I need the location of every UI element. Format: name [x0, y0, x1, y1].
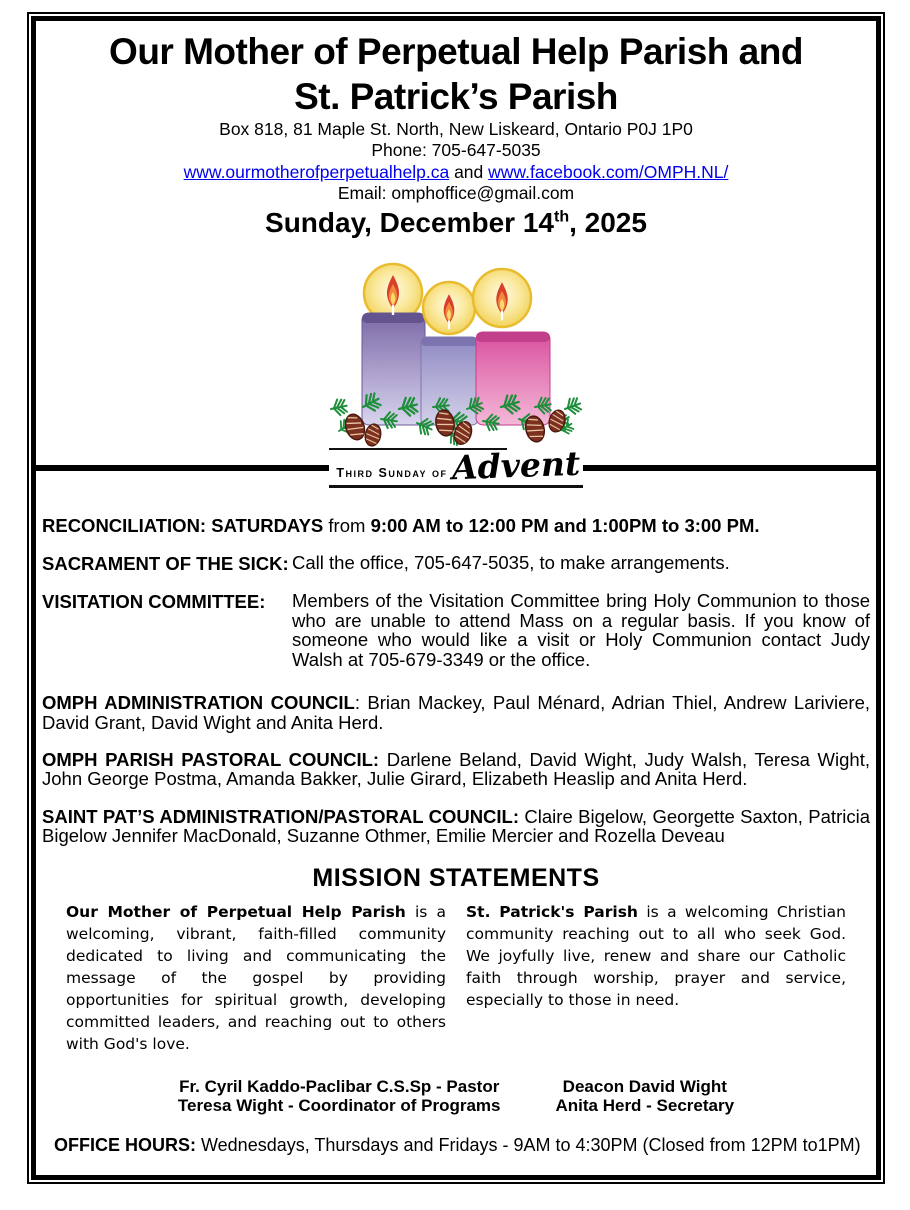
coordinator-line: Teresa Wight - Coordinator of Programs: [177, 1095, 501, 1115]
st-patricks-mission-statement: St. Patrick's Parish is a welcoming Christian community reaching out to all who seek God. We joyfully live, renew and share our Catholic faith through worship, prayer and service, especially to those in need.: [466, 902, 846, 1009]
header: [42, 21, 870, 239]
advent-wreath-image: [329, 249, 583, 490]
title-line-2: St. Patrick’s Parish: [294, 76, 618, 118]
page-title: [42, 29, 870, 119]
advent-section: [42, 249, 870, 493]
sacrament-notice: [42, 553, 870, 575]
pastor-line: Fr. Cyril Kaddo-Paclibar C.S.Sp - Pastor: [179, 1076, 500, 1096]
office-hours-text: Wednesdays, Thursdays and Fridays - 9AM to 4:30PM (Closed from 12PM to1PM): [196, 1134, 861, 1155]
mission-section: [42, 864, 870, 1055]
email-line: Email: omphoffice@gmail.com: [337, 183, 575, 204]
councils-section: [42, 693, 870, 846]
omph-mission-statement: Our Mother of Perpetual Help Parish is a welcoming, vibrant, faith-filled community dedicated to living and communicating the message of the gospel by providing opportunities for spiritual growth, developing committed leaders, and reaching out to others with God's love.: [66, 902, 446, 1053]
visitation-label: VISITATION COMMITTEE:: [42, 591, 266, 613]
caption-advent-script: Advent: [450, 444, 581, 488]
sacrament-text: Call the office, 705-647-5035, to make arrangements.: [292, 552, 730, 574]
visitation-notice: [42, 591, 870, 669]
deacon-line: Deacon David Wight: [562, 1076, 727, 1096]
page-border: [27, 12, 885, 1184]
bulletin-date: Sunday, December 14th, 2025: [265, 207, 647, 239]
secretary-line: Anita Herd - Secretary: [555, 1095, 735, 1115]
phone-line: Phone: 705-647-5035: [371, 139, 541, 160]
website-links: [42, 162, 870, 182]
saint-pats-council: SAINT PAT’S ADMINISTRATION/PASTORAL COUNCIL: Claire Bigelow, Georgette Saxton, Patricia Bigelow Jennifer MacDonald, Suzanne Othmer, Emilie Mercier and Rozella Deveau: [42, 805, 870, 847]
bulletin-page: [31, 16, 881, 1180]
staff-section: [42, 1077, 870, 1115]
facebook-link[interactable]: www.facebook.com/OMPH.NL/: [488, 161, 729, 182]
sacrament-label: SACRAMENT OF THE SICK:: [42, 553, 289, 575]
caption-third-sunday: Third Sunday of: [336, 466, 448, 481]
omph-administration-council: OMPH ADMINISTRATION COUNCIL: Brian Mackey, Paul Ménard, Adrian Thiel, Andrew Lariviere, David Grant, David Wight and Anita Herd.: [42, 692, 871, 733]
date-ordinal: th: [553, 209, 570, 227]
staff-right-column: [555, 1077, 734, 1115]
link-separator: and: [454, 161, 484, 182]
visitation-text: Members of the Visitation Committee bring Holy Communion to those who are unable to attend Mass on a regular basis. If you know of someone who would like a visit or Holy Communion contact Judy Walsh at 705-679-3349 or the office.: [292, 590, 870, 670]
reconciliation-notice: RECONCILIATION: SATURDAYS from 9:00 AM to 12:00 PM and 1:00PM to 3:00 PM.: [42, 515, 760, 537]
address-line: Box 818, 81 Maple St. North, New Liskeard, Ontario P0J 1P0: [219, 119, 693, 140]
notices-section: [42, 515, 870, 669]
office-hours-label: OFFICE HOURS:: [54, 1134, 196, 1155]
advent-candles-graphic: [329, 249, 583, 449]
title-line-1: Our Mother of Perpetual Help Parish and: [109, 31, 803, 72]
advent-caption: [329, 444, 583, 488]
mission-heading: MISSION STATEMENTS: [312, 863, 600, 892]
omph-pastoral-council: OMPH PARISH PASTORAL COUNCIL: Darlene Beland, David Wight, Judy Walsh, Teresa Wight, John George Postma, Amanda Bakker, Julie Girard, Elizabeth Heaslip and Anita Herd.: [42, 748, 870, 790]
parish-website-link[interactable]: www.ourmotherofperpetualhelp.ca: [183, 161, 450, 182]
office-hours: [42, 1135, 870, 1156]
staff-left-column: [178, 1077, 501, 1115]
